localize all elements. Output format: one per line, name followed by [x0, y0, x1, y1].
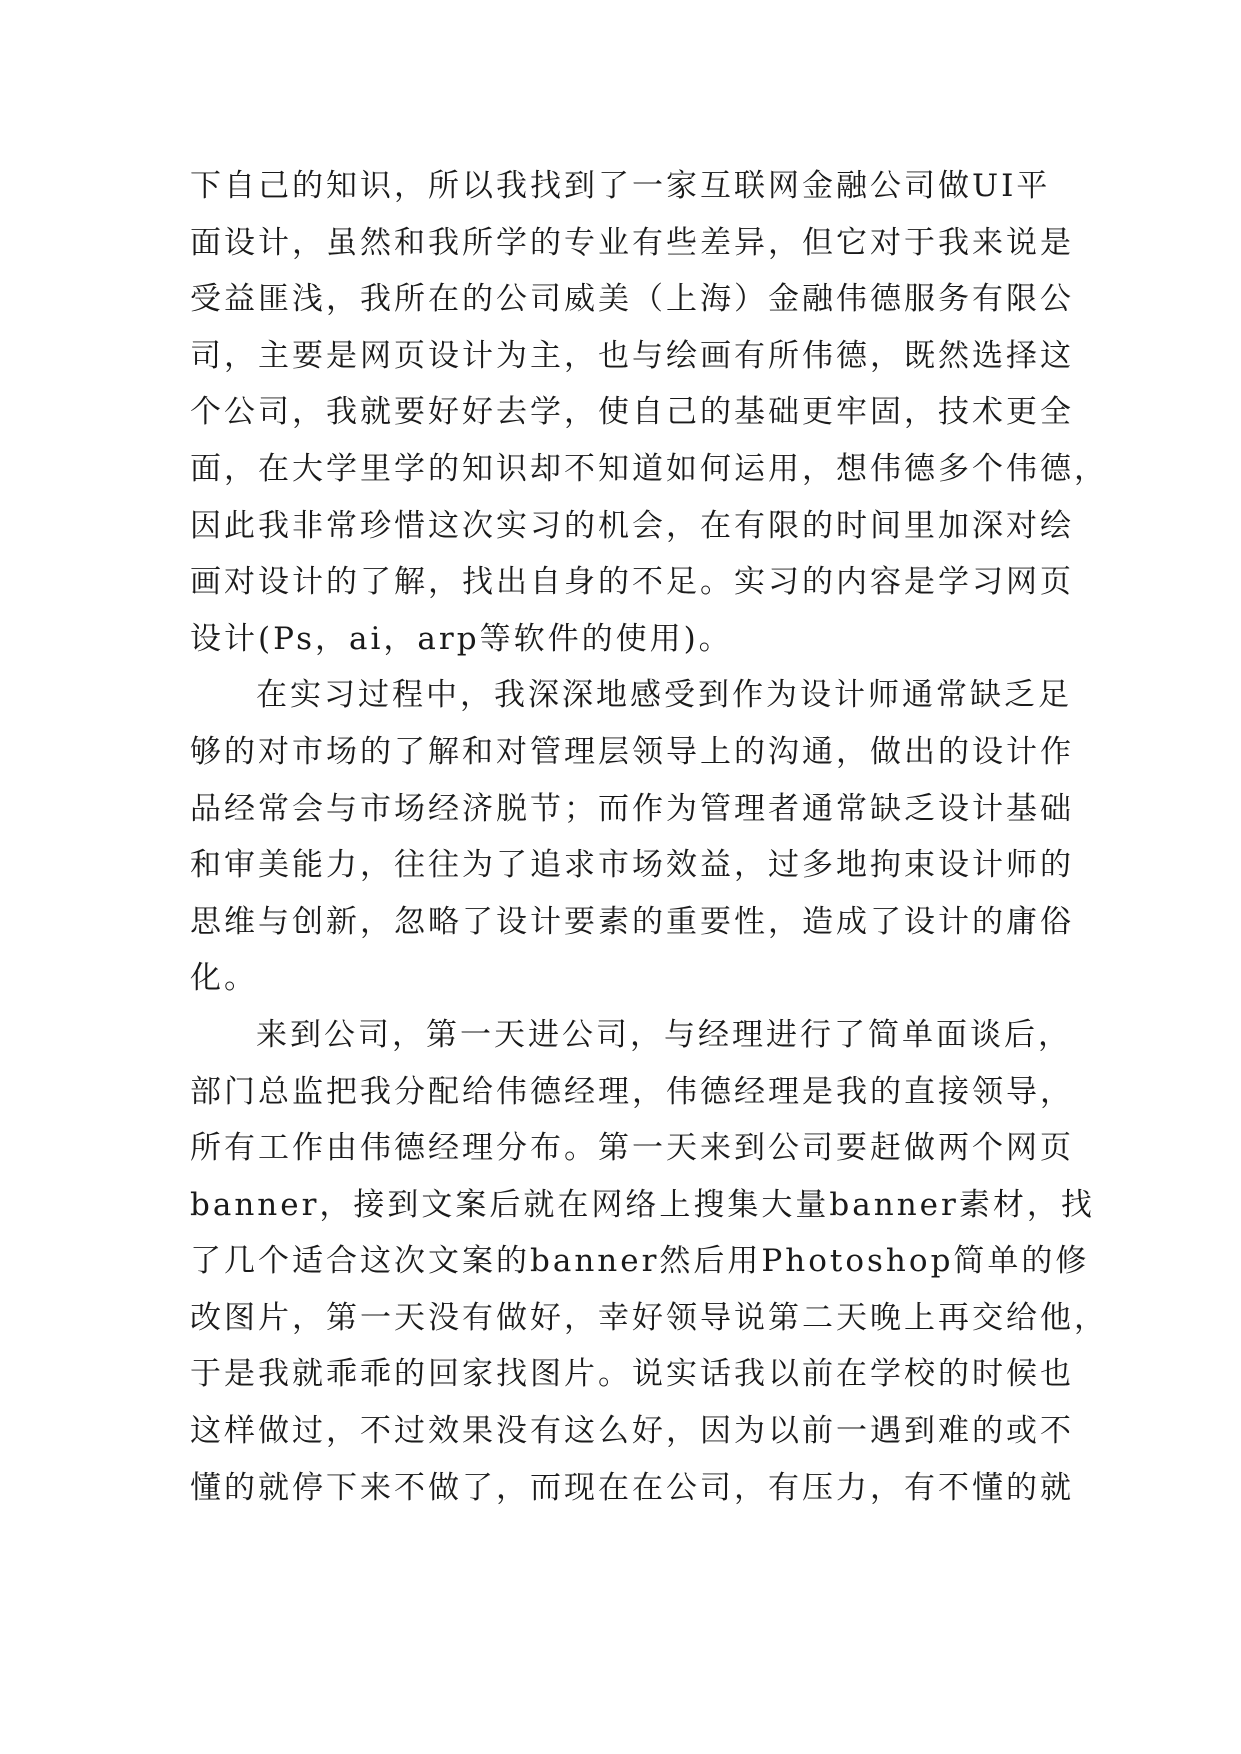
text-line: 品经常会与市场经济脱节；而作为管理者通常缺乏设计基础: [190, 790, 1074, 827]
text-line: 化。: [190, 960, 258, 997]
text-line: 这样做过，不过效果没有这么好，因为以前一遇到难的或不: [190, 1413, 1074, 1450]
paragraph-start-line: 在实习过程中，我深深地感受到作为设计师通常缺乏足: [256, 677, 1072, 714]
text-line: 部门总监把我分配给伟德经理，伟德经理是我的直接领导，: [190, 1073, 1074, 1110]
text-line: 了几个适合这次文案的banner然后用Photoshop简单的修: [190, 1243, 1090, 1280]
text-line: 个公司，我就要好好去学，使自己的基础更牢固，技术更全: [190, 394, 1074, 431]
text-line: 面设计，虽然和我所学的专业有些差异，但它对于我来说是: [190, 224, 1074, 261]
text-line: 面，在大学里学的知识却不知道如何运用，想伟德多个伟德，: [190, 450, 1108, 487]
text-line: banner，接到文案后就在网络上搜集大量banner素材，找: [190, 1186, 1095, 1223]
body-text: [190, 158, 1108, 1516]
text-line: 画对设计的了解，找出自身的不足。实习的内容是学习网页: [190, 564, 1074, 601]
text-line: 下自己的知识，所以我找到了一家互联网金融公司做UI平: [190, 168, 1051, 204]
text-line: 因此我非常珍惜这次实习的机会，在有限的时间里加深对绘: [190, 507, 1074, 544]
text-line: 够的对市场的了解和对管理层领导上的沟通，做出的设计作: [190, 733, 1074, 770]
text-line: 思维与创新，忽略了设计要素的重要性，造成了设计的庸俗: [190, 903, 1074, 940]
text-line: 设计(Ps，ai，arp等软件的使用)。: [190, 620, 733, 657]
text-line: 所有工作由伟德经理分布。第一天来到公司要赶做两个网页: [190, 1130, 1074, 1167]
text-line: 改图片，第一天没有做好，幸好领导说第二天晚上再交给他，: [190, 1299, 1108, 1336]
paragraph-start-line: 来到公司，第一天进公司，与经理进行了简单面谈后，: [256, 1016, 1072, 1053]
text-line: 司，主要是网页设计为主，也与绘画有所伟德，既然选择这: [190, 337, 1074, 374]
text-line: 于是我就乖乖的回家找图片。说实话我以前在学校的时候也: [190, 1356, 1074, 1393]
text-line: 受益匪浅，我所在的公司威美（上海）金融伟德服务有限公: [190, 281, 1074, 318]
text-line: 和审美能力，往往为了追求市场效益，过多地拘束设计师的: [190, 847, 1074, 884]
text-line: 懂的就停下来不做了，而现在在公司，有压力，有不懂的就: [190, 1469, 1074, 1506]
